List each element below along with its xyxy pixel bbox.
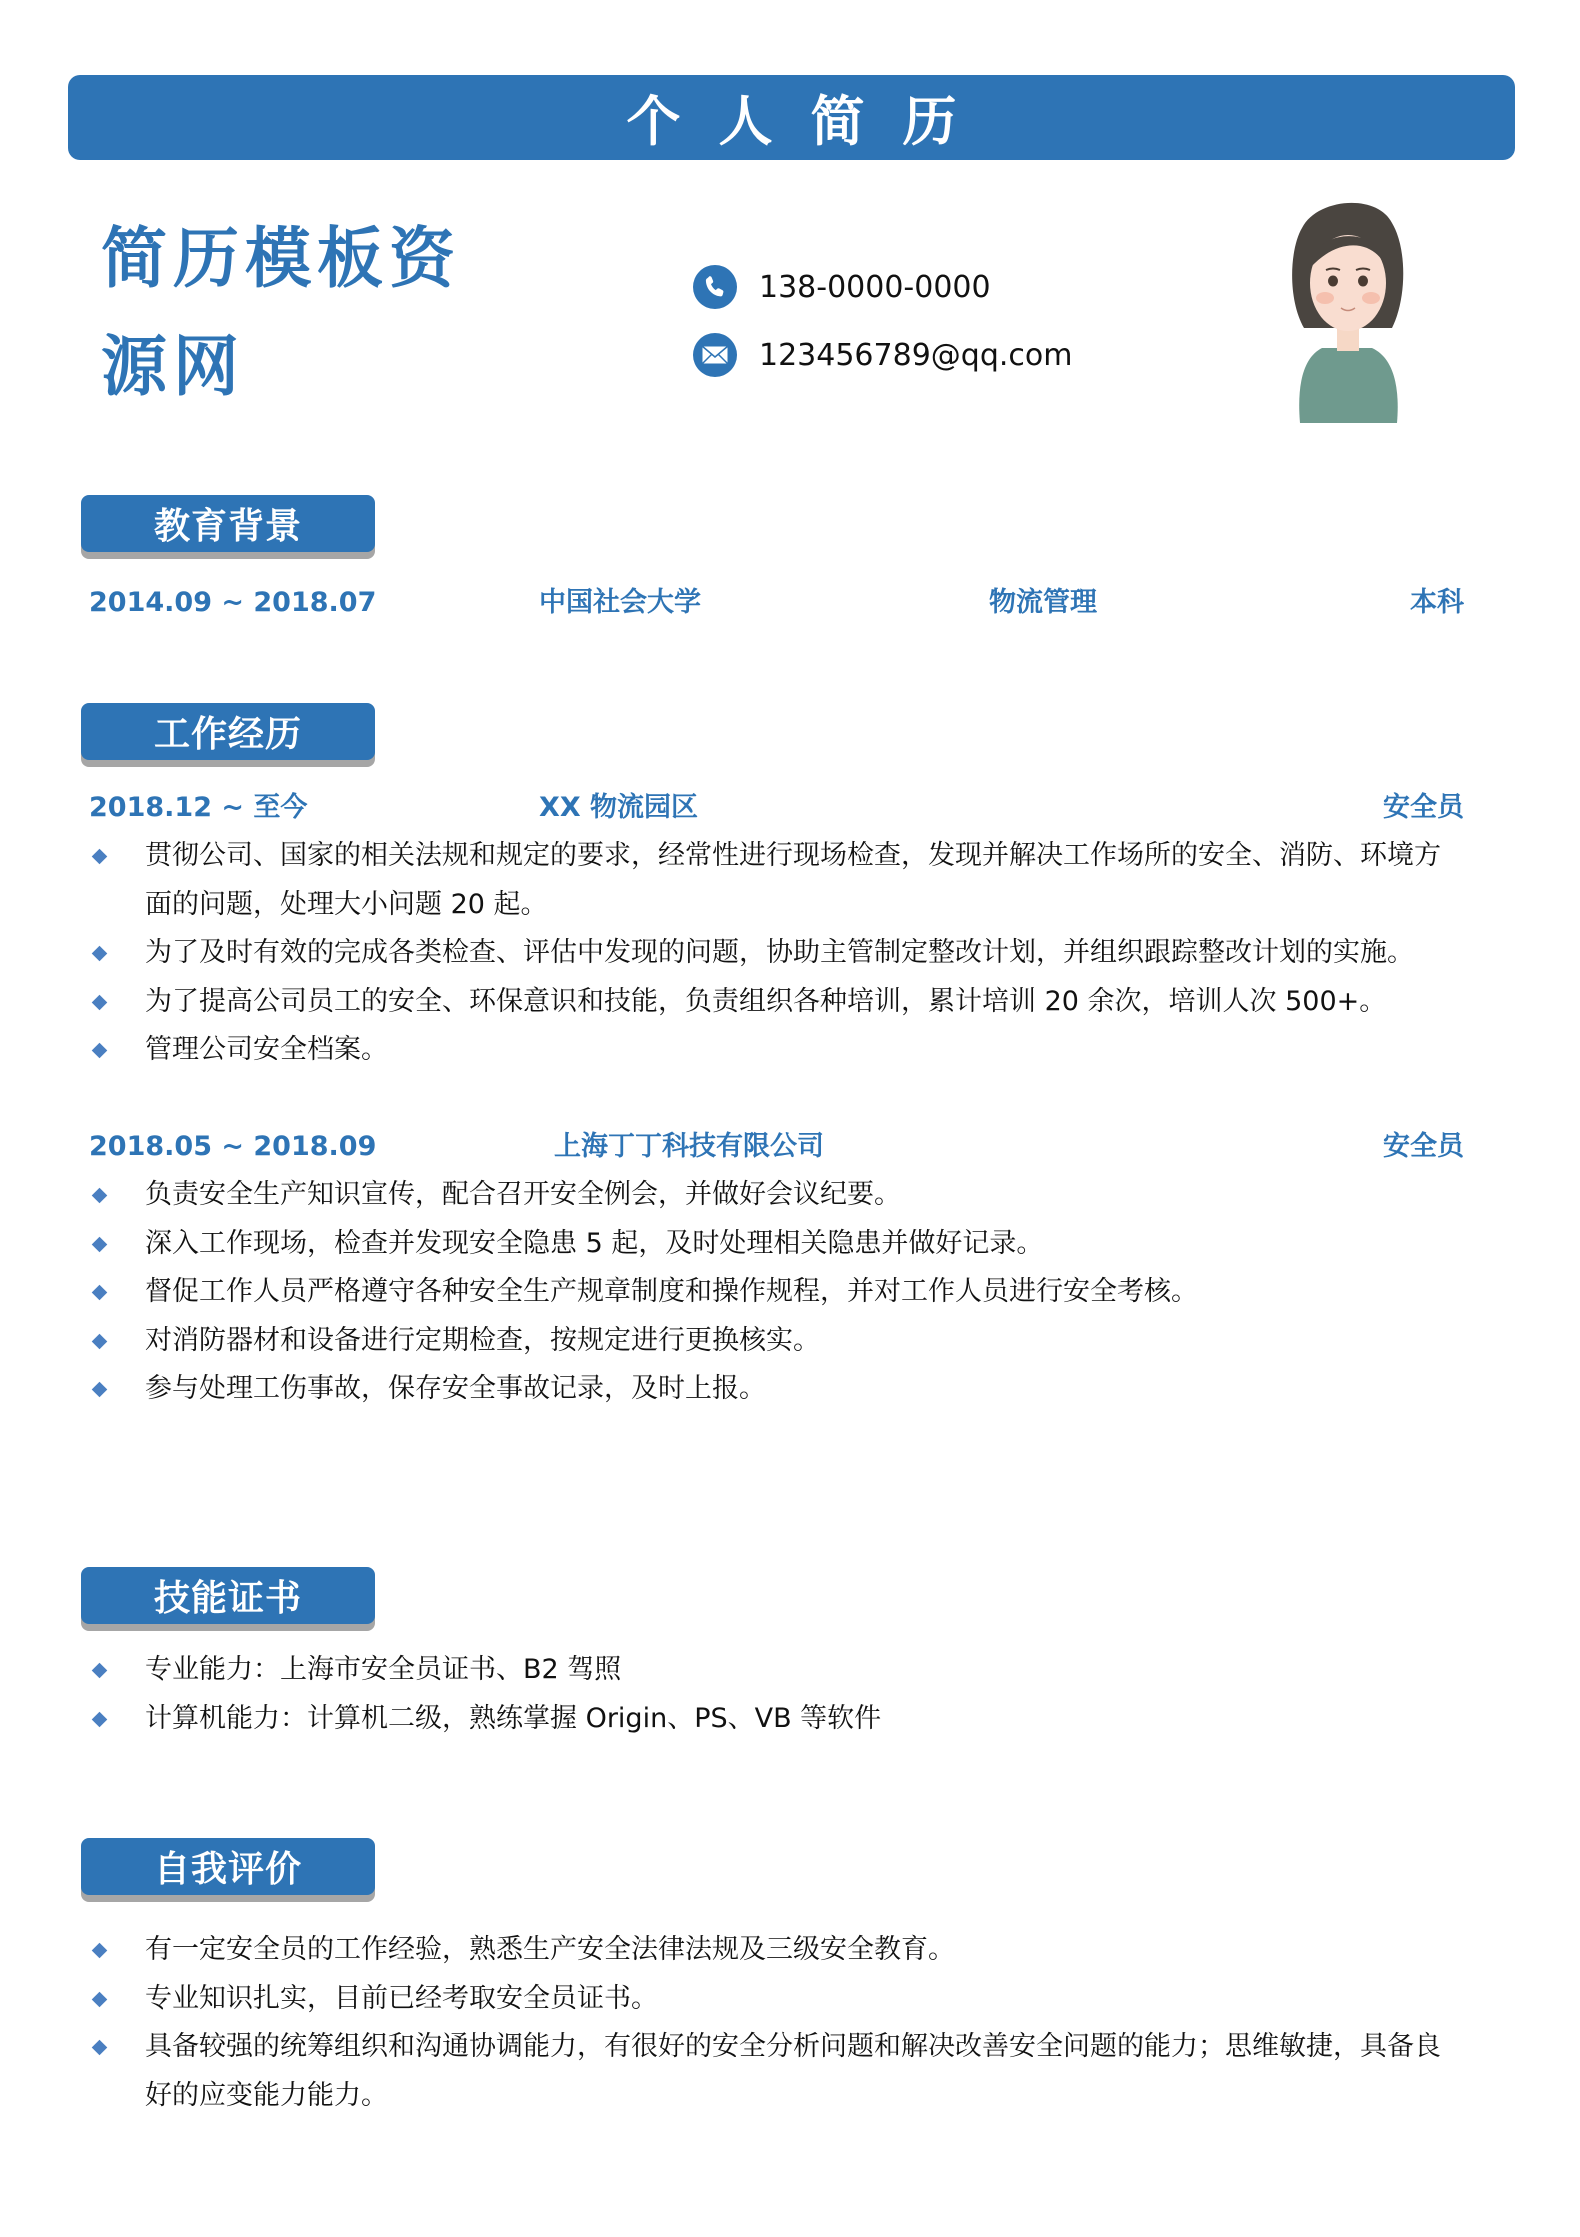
section-title: 教育背景	[153, 506, 302, 547]
diamond-bullet-icon	[92, 1663, 108, 1679]
diamond-bullet-icon	[92, 1711, 108, 1727]
job-bullets	[89, 1171, 1464, 1414]
list-item: 管理公司安全档案。	[89, 1026, 1464, 1075]
list-item: 有一定安全员的工作经验，熟悉生产安全法律法规及三级安全教育。	[89, 1926, 1464, 1975]
list-item: 专业知识扎实，目前已经考取安全员证书。	[89, 1975, 1464, 2024]
diamond-bullet-icon	[92, 1043, 108, 1059]
list-item: 对消防器材和设备进行定期检查，按规定进行更换核实。	[89, 1317, 1464, 1366]
diamond-bullet-icon	[92, 849, 108, 865]
education-period: 2014.09 ~ 2018.07	[89, 587, 377, 618]
name-line-1: 简历模板资	[101, 220, 461, 297]
section-title: 自我评价	[153, 1849, 302, 1890]
list-item: 督促工作人员严格遵守各种安全生产规章制度和操作规程，并对工作人员进行安全考核。	[89, 1268, 1464, 1317]
section-header-skills	[81, 1567, 375, 1624]
list-item: 具备较强的统筹组织和沟通协调能力，有很好的安全分析问题和解决改善安全问题的能力；思维敏捷，具备良好的应变能力能力。	[89, 2023, 1464, 2120]
section-title: 技能证书	[153, 1578, 302, 1619]
diamond-bullet-icon	[92, 1943, 108, 1959]
self-eval-bullets	[89, 1926, 1464, 2120]
education-degree: 本科	[1410, 587, 1464, 618]
phone-number: 138-0000-0000	[759, 269, 991, 305]
section-header-self-evaluation	[81, 1838, 375, 1895]
contact-phone	[693, 265, 991, 309]
list-item: 负责安全生产知识宣传，配合召开安全例会，并做好会议纪要。	[89, 1171, 1464, 1220]
list-item: 贯彻公司、国家的相关法规和规定的要求，经常性进行现场检查，发现并解决工作场所的安全、消防、环境方面的问题，处理大小问题 20 起。	[89, 832, 1464, 929]
job-header	[89, 788, 1464, 828]
diamond-bullet-icon	[92, 946, 108, 962]
job-period: 2018.12 ~ 至今	[89, 792, 308, 823]
list-item: 计算机能力：计算机二级，熟练掌握 Origin、PS、VB 等软件	[89, 1695, 1464, 1744]
education-school: 中国社会大学	[539, 587, 701, 618]
diamond-bullet-icon	[92, 1991, 108, 2007]
diamond-bullet-icon	[92, 1382, 108, 1398]
phone-icon	[693, 265, 737, 309]
section-header-work	[81, 703, 375, 760]
section-header-education	[81, 495, 375, 552]
list-item: 专业能力：上海市安全员证书、B2 驾照	[89, 1646, 1464, 1695]
diamond-bullet-icon	[92, 994, 108, 1010]
list-item: 为了及时有效的完成各类检查、评估中发现的问题，协助主管制定整改计划，并组织跟踪整改计划的实施。	[89, 929, 1464, 978]
job-bullets	[89, 832, 1464, 1075]
education-row	[89, 583, 1464, 623]
diamond-bullet-icon	[92, 1333, 108, 1349]
diamond-bullet-icon	[92, 1236, 108, 1252]
section-title: 工作经历	[153, 714, 302, 755]
job-position: 安全员	[1383, 1131, 1464, 1162]
job-position: 安全员	[1383, 792, 1464, 823]
email-address: 123456789@qq.com	[759, 337, 1073, 373]
diamond-bullet-icon	[92, 1188, 108, 1204]
diamond-bullet-icon	[92, 1285, 108, 1301]
name-line-2: 源网	[101, 328, 245, 405]
job-company: XX 物流园区	[539, 792, 699, 823]
education-major: 物流管理	[989, 587, 1097, 618]
list-item: 深入工作现场，检查并发现安全隐患 5 起，及时处理相关隐患并做好记录。	[89, 1220, 1464, 1269]
job-period: 2018.05 ~ 2018.09	[89, 1131, 377, 1162]
title-banner	[68, 75, 1515, 160]
list-item: 为了提高公司员工的安全、环保意识和技能，负责组织各种培训，累计培训 20 余次，培训人次 500+。	[89, 978, 1464, 1027]
diamond-bullet-icon	[92, 2040, 108, 2056]
avatar	[1282, 188, 1412, 423]
job-company: 上海丁丁科技有限公司	[554, 1131, 824, 1162]
envelope-icon	[693, 333, 737, 377]
skills-bullets	[89, 1646, 1464, 1743]
job-header	[89, 1127, 1464, 1167]
page-title: 个人简历	[626, 90, 995, 153]
list-item: 参与处理工伤事故，保存安全事故记录，及时上报。	[89, 1365, 1464, 1414]
contact-email	[693, 333, 1072, 377]
